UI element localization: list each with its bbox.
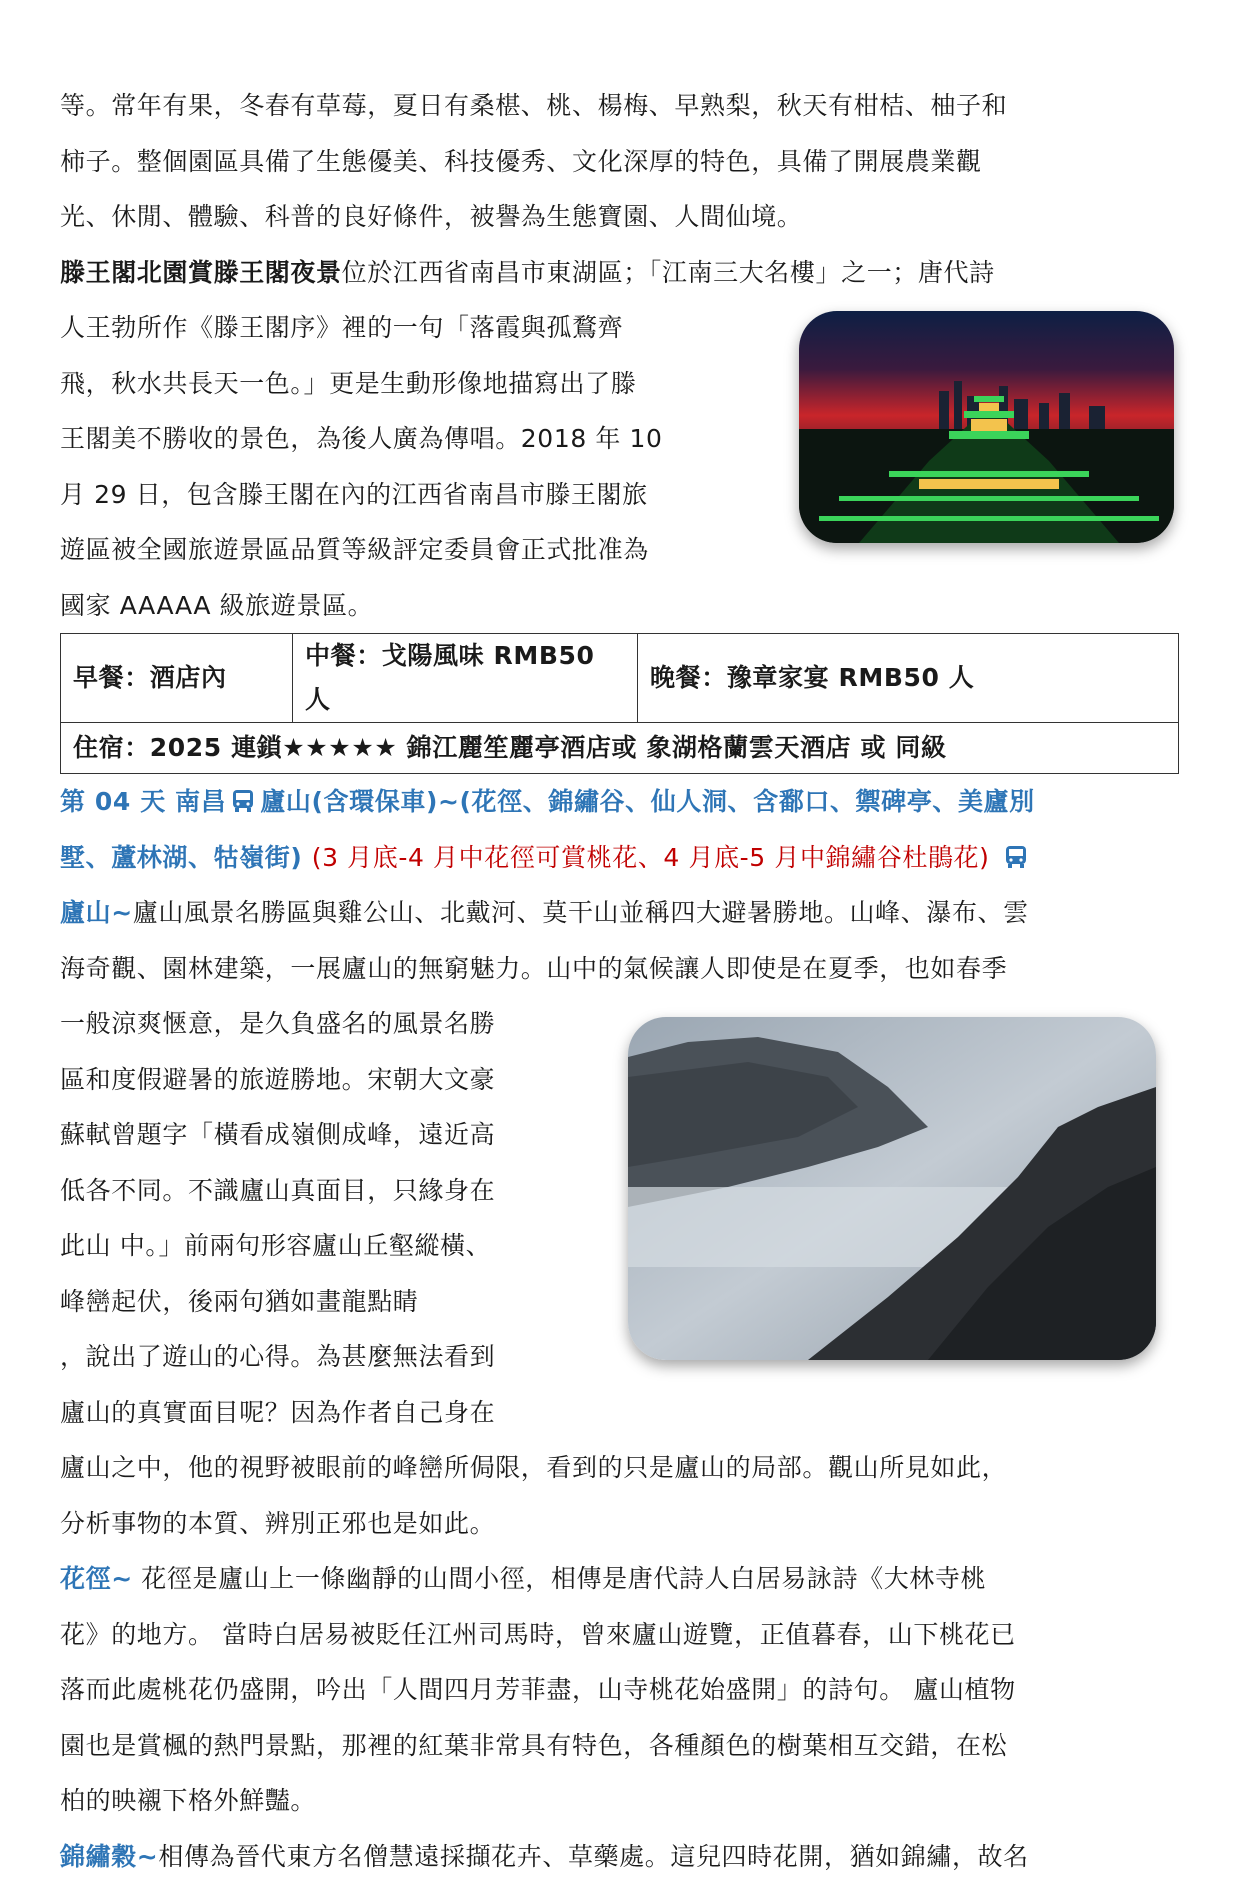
lushan-line: 區和度假避暑的旅遊勝地。宋朝大文豪: [60, 1052, 1180, 1108]
huajing-paragraph-start: [60, 1551, 1180, 1607]
tengwang-line: 人王勃所作《滕王閣序》裡的一句「落霞與孤鶩齊: [60, 300, 1180, 356]
huajing-line: 花徑是廬山上一條幽靜的山間小徑，相傳是唐代詩人白居易詠詩《大林寺桃: [133, 1564, 986, 1593]
lushan-line: 此山 中。」前兩句形容廬山丘壑縱橫、: [60, 1218, 1180, 1274]
day4-heading: [60, 774, 1180, 830]
lushan-line: 峰巒起伏，後兩句猶如畫龍點睛: [60, 1274, 1180, 1330]
day4-route-cont: 墅、蘆林湖、牯嶺街): [60, 843, 302, 872]
tengwang-line: 位於江西省南昌市東湖區；「江南三大名樓」之一；唐代詩: [342, 258, 995, 287]
lushan-line: 廬山之中，他的視野被眼前的峰巒所侷限，看到的只是廬山的局部。觀山所見如此，: [60, 1440, 1180, 1496]
dinner-cell: 晚餐：豫章家宴 RMB50 人: [638, 634, 1179, 723]
lushan-line: 分析事物的本質、辨別正邪也是如此。: [60, 1496, 1180, 1552]
lushan-misty-mountain-photo: [628, 1017, 1156, 1360]
day4-route: 廬山(含環保車)~(花徑、錦繡谷、仙人洞、含鄱口、禦碑亭、美廬別: [260, 787, 1034, 816]
hotel-row: [61, 723, 1179, 774]
lushan-line: 一般涼爽愜意，是久負盛名的風景名勝: [60, 996, 1180, 1052]
tengwang-line: 王閣美不勝收的景色，為後人廣為傳唱。2018 年 10: [60, 411, 1180, 467]
bus-icon: [1003, 844, 1029, 870]
lunch-cell: 中餐：戈陽風味 RMB50 人: [293, 634, 638, 723]
intro-line: 柿子。整個園區具備了生態優美、科技優秀、文化深厚的特色，具備了開展農業觀: [60, 134, 1180, 190]
intro-line: 等。常年有果，冬春有草莓，夏日有桑椹、桃、楊梅、早熟梨，秋天有柑桔、柚子和: [60, 78, 1180, 134]
lushan-line: 海奇觀、園林建築，一展廬山的無窮魅力。山中的氣候讓人即使是在夏季，也如春季: [60, 941, 1180, 997]
jinxiu-line: 相傳為晉代東方名僧慧遠採擷花卉、草藥處。這兒四時花開，猶如錦繡，故名: [158, 1842, 1028, 1871]
jinxiu-title: 錦繡穀~: [60, 1842, 158, 1871]
huajing-title: 花徑~: [60, 1564, 133, 1593]
lushan-line: ，說出了遊山的心得。為甚麼無法看到: [60, 1329, 1180, 1385]
meals-row: [61, 634, 1179, 723]
jinxiu-paragraph-start: [60, 1829, 1180, 1884]
hotel-cell: 住宿：2025 連鎖★★★★★ 錦江麗笙麗亭酒店或 象湖格蘭雲天酒店 或 同級: [61, 723, 1179, 774]
lushan-line: 廬山風景名勝區與雞公山、北戴河、莫干山並稱四大避暑勝地。山峰、瀑布、雲: [133, 898, 1029, 927]
tengwang-pavilion-night-photo: [799, 311, 1174, 543]
lushan-line: 低各不同。不識廬山真面目，只緣身在: [60, 1163, 1180, 1219]
tengwang-line: 飛，秋水共長天一色。」更是生動形像地描寫出了滕: [60, 356, 1180, 412]
lushan-paragraph-start: [60, 885, 1180, 941]
intro-line: 光、休閒、體驗、科普的良好條件，被譽為生態寶園、人間仙境。: [60, 189, 1180, 245]
day4-heading-cont: [60, 830, 1180, 886]
lushan-line: 廬山的真實面目呢？因為作者自己身在: [60, 1385, 1180, 1441]
page-content: [60, 78, 1180, 1884]
huajing-line: 柏的映襯下格外鮮豔。: [60, 1773, 1180, 1829]
lushan-title: 廬山~: [60, 898, 133, 927]
tengwang-line: 月 29 日，包含滕王閣在內的江西省南昌市滕王閣旅: [60, 467, 1180, 523]
tengwang-title: 滕王閣北園賞滕王閣夜景: [60, 258, 342, 287]
huajing-line: 落而此處桃花仍盛開，吟出「人間四月芳菲盡，山寺桃花始盛開」的詩句。 廬山植物: [60, 1662, 1180, 1718]
tengwang-line: 國家 AAAAA 級旅遊景區。: [60, 578, 1180, 634]
breakfast-cell: 早餐：酒店內: [61, 634, 293, 723]
meals-lodging-table: [60, 633, 1179, 774]
huajing-line: 園也是賞楓的熱門景點，那裡的紅葉非常具有特色，各種顏色的樹葉相互交錯，在松: [60, 1718, 1180, 1774]
flower-season-note: (3 月底-4 月中花徑可賞桃花、4 月底-5 月中錦繡谷杜鵑花): [312, 843, 990, 872]
lushan-line: 蘇軾曾題字「橫看成嶺側成峰，遠近高: [60, 1107, 1180, 1163]
huajing-line: 花》的地方。 當時白居易被貶任江州司馬時，曾來廬山遊覽，正值暮春，山下桃花已: [60, 1607, 1180, 1663]
bus-icon: [230, 788, 256, 814]
day4-title: 第 04 天 南昌: [60, 787, 226, 816]
tengwang-line: 遊區被全國旅遊景區品質等級評定委員會正式批准為: [60, 522, 1180, 578]
tengwang-paragraph-start: [60, 245, 1180, 301]
